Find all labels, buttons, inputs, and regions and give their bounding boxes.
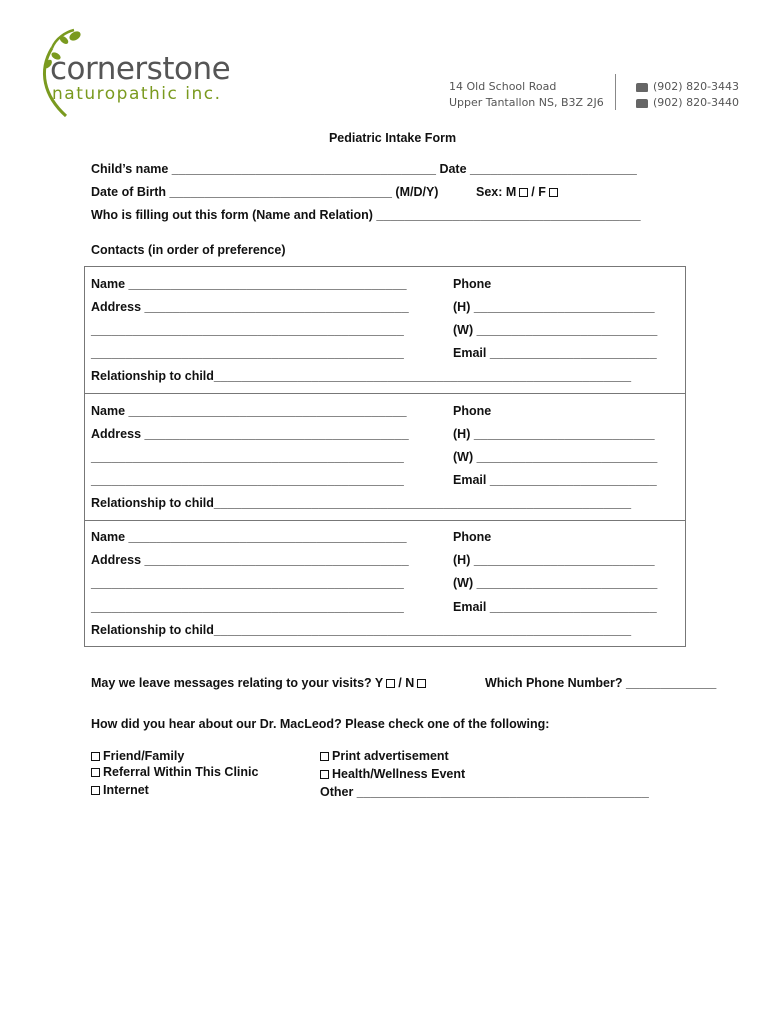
contact-email-field[interactable]: Email ________________________ — [453, 600, 657, 614]
contact-relationship-field[interactable]: Relationship to child____________________________________________________________ — [91, 369, 632, 383]
contact-name-field[interactable]: Name ________________________________________ — [91, 404, 407, 418]
messages-question — [91, 676, 429, 691]
contacts-label: Contacts (in order of preference) — [91, 243, 286, 257]
checkbox[interactable] — [320, 752, 329, 761]
option-label: Health/Wellness Event — [332, 767, 466, 781]
contact-address-field[interactable]: Address ______________________________________ — [91, 300, 409, 314]
which-phone-field[interactable]: Which Phone Number? _____________ — [485, 676, 717, 690]
checkbox[interactable] — [91, 768, 100, 777]
contact-email-field[interactable]: Email ________________________ — [453, 346, 657, 360]
option-referral-clinic[interactable] — [91, 765, 258, 780]
contact-home-phone-field[interactable]: (H) __________________________ — [453, 427, 655, 441]
clinic-contacts — [636, 79, 739, 111]
contact-address-line-2[interactable]: _____________________________________________ — [91, 576, 404, 590]
option-label: Print advertisement — [332, 749, 449, 763]
contact-address-line-3[interactable]: _____________________________________________ — [91, 600, 404, 614]
sex-f-checkbox[interactable] — [549, 188, 558, 197]
checkbox[interactable] — [91, 786, 100, 795]
option-label: Friend/Family — [103, 749, 185, 763]
fax-icon — [636, 99, 648, 108]
option-label: Referral Within This Clinic — [103, 765, 259, 779]
contact-home-phone-field[interactable]: (H) __________________________ — [453, 553, 655, 567]
option-label: Internet — [103, 783, 149, 797]
phone-icon — [636, 83, 648, 92]
fax-number: (902) 820-3440 — [653, 96, 740, 109]
sex-field — [476, 185, 561, 200]
other-field[interactable]: Other __________________________________________ — [320, 785, 649, 799]
messages-no-label: / N — [398, 676, 415, 690]
contact-work-phone-field[interactable]: (W) __________________________ — [453, 323, 658, 337]
contact-address-line-3[interactable]: _____________________________________________ — [91, 346, 404, 360]
sex-label: Sex: M — [476, 185, 517, 199]
header-divider — [615, 74, 616, 110]
contact-address-line-3[interactable]: _____________________________________________ — [91, 473, 404, 487]
contact-work-phone-field[interactable]: (W) __________________________ — [453, 576, 658, 590]
address-line-1: 14 Old School Road — [449, 80, 557, 93]
option-internet[interactable] — [91, 783, 149, 798]
logo-wordmark: cornerstone — [50, 51, 231, 87]
contact-phone-label: Phone — [453, 404, 492, 418]
checkbox[interactable] — [91, 752, 100, 761]
contact-work-phone-field[interactable]: (W) __________________________ — [453, 450, 658, 464]
contact-address-field[interactable]: Address ______________________________________ — [91, 553, 409, 567]
contact-email-field[interactable]: Email ________________________ — [453, 473, 657, 487]
contact-name-field[interactable]: Name ________________________________________ — [91, 530, 407, 544]
contact-relationship-field[interactable]: Relationship to child____________________________________________________________ — [91, 496, 632, 510]
sex-m-checkbox[interactable] — [519, 188, 528, 197]
dob-field[interactable]: Date of Birth ________________________________ (M/D/Y) — [91, 185, 439, 199]
option-friend-family[interactable] — [91, 749, 184, 764]
contact-address-line-2[interactable]: _____________________________________________ — [91, 323, 404, 337]
child-name-date-field[interactable]: Child’s name ______________________________________ Date ________________________ — [91, 162, 637, 176]
referral-question: How did you hear about our Dr. MacLeod? Please check one of the following: — [91, 717, 550, 731]
form-title: Pediatric Intake Form — [328, 131, 457, 145]
contact-relationship-field[interactable]: Relationship to child____________________________________________________________ — [91, 623, 632, 637]
clinic-address — [449, 79, 604, 111]
option-print-ad[interactable] — [320, 749, 449, 764]
contact-home-phone-field[interactable]: (H) __________________________ — [453, 300, 655, 314]
sex-f-label: / F — [531, 185, 546, 199]
address-line-2: Upper Tantallon NS, B3Z 2J6 — [449, 96, 604, 109]
contact-name-field[interactable]: Name ________________________________________ — [91, 277, 407, 291]
messages-yes-checkbox[interactable] — [386, 679, 395, 688]
option-health-event[interactable] — [320, 767, 465, 782]
filling-out-field[interactable]: Who is filling out this form (Name and Relation) ______________________________________ — [91, 208, 641, 222]
phone-number: (902) 820-3443 — [653, 80, 740, 93]
contact-phone-label: Phone — [453, 277, 492, 291]
messages-question-label: May we leave messages relating to your visits? Y — [91, 676, 384, 690]
logo-subtitle: naturopathic inc. — [52, 84, 222, 104]
contact-phone-label: Phone — [453, 530, 492, 544]
contact-address-field[interactable]: Address ______________________________________ — [91, 427, 409, 441]
messages-no-checkbox[interactable] — [417, 679, 426, 688]
contact-address-line-2[interactable]: _____________________________________________ — [91, 450, 404, 464]
checkbox[interactable] — [320, 770, 329, 779]
